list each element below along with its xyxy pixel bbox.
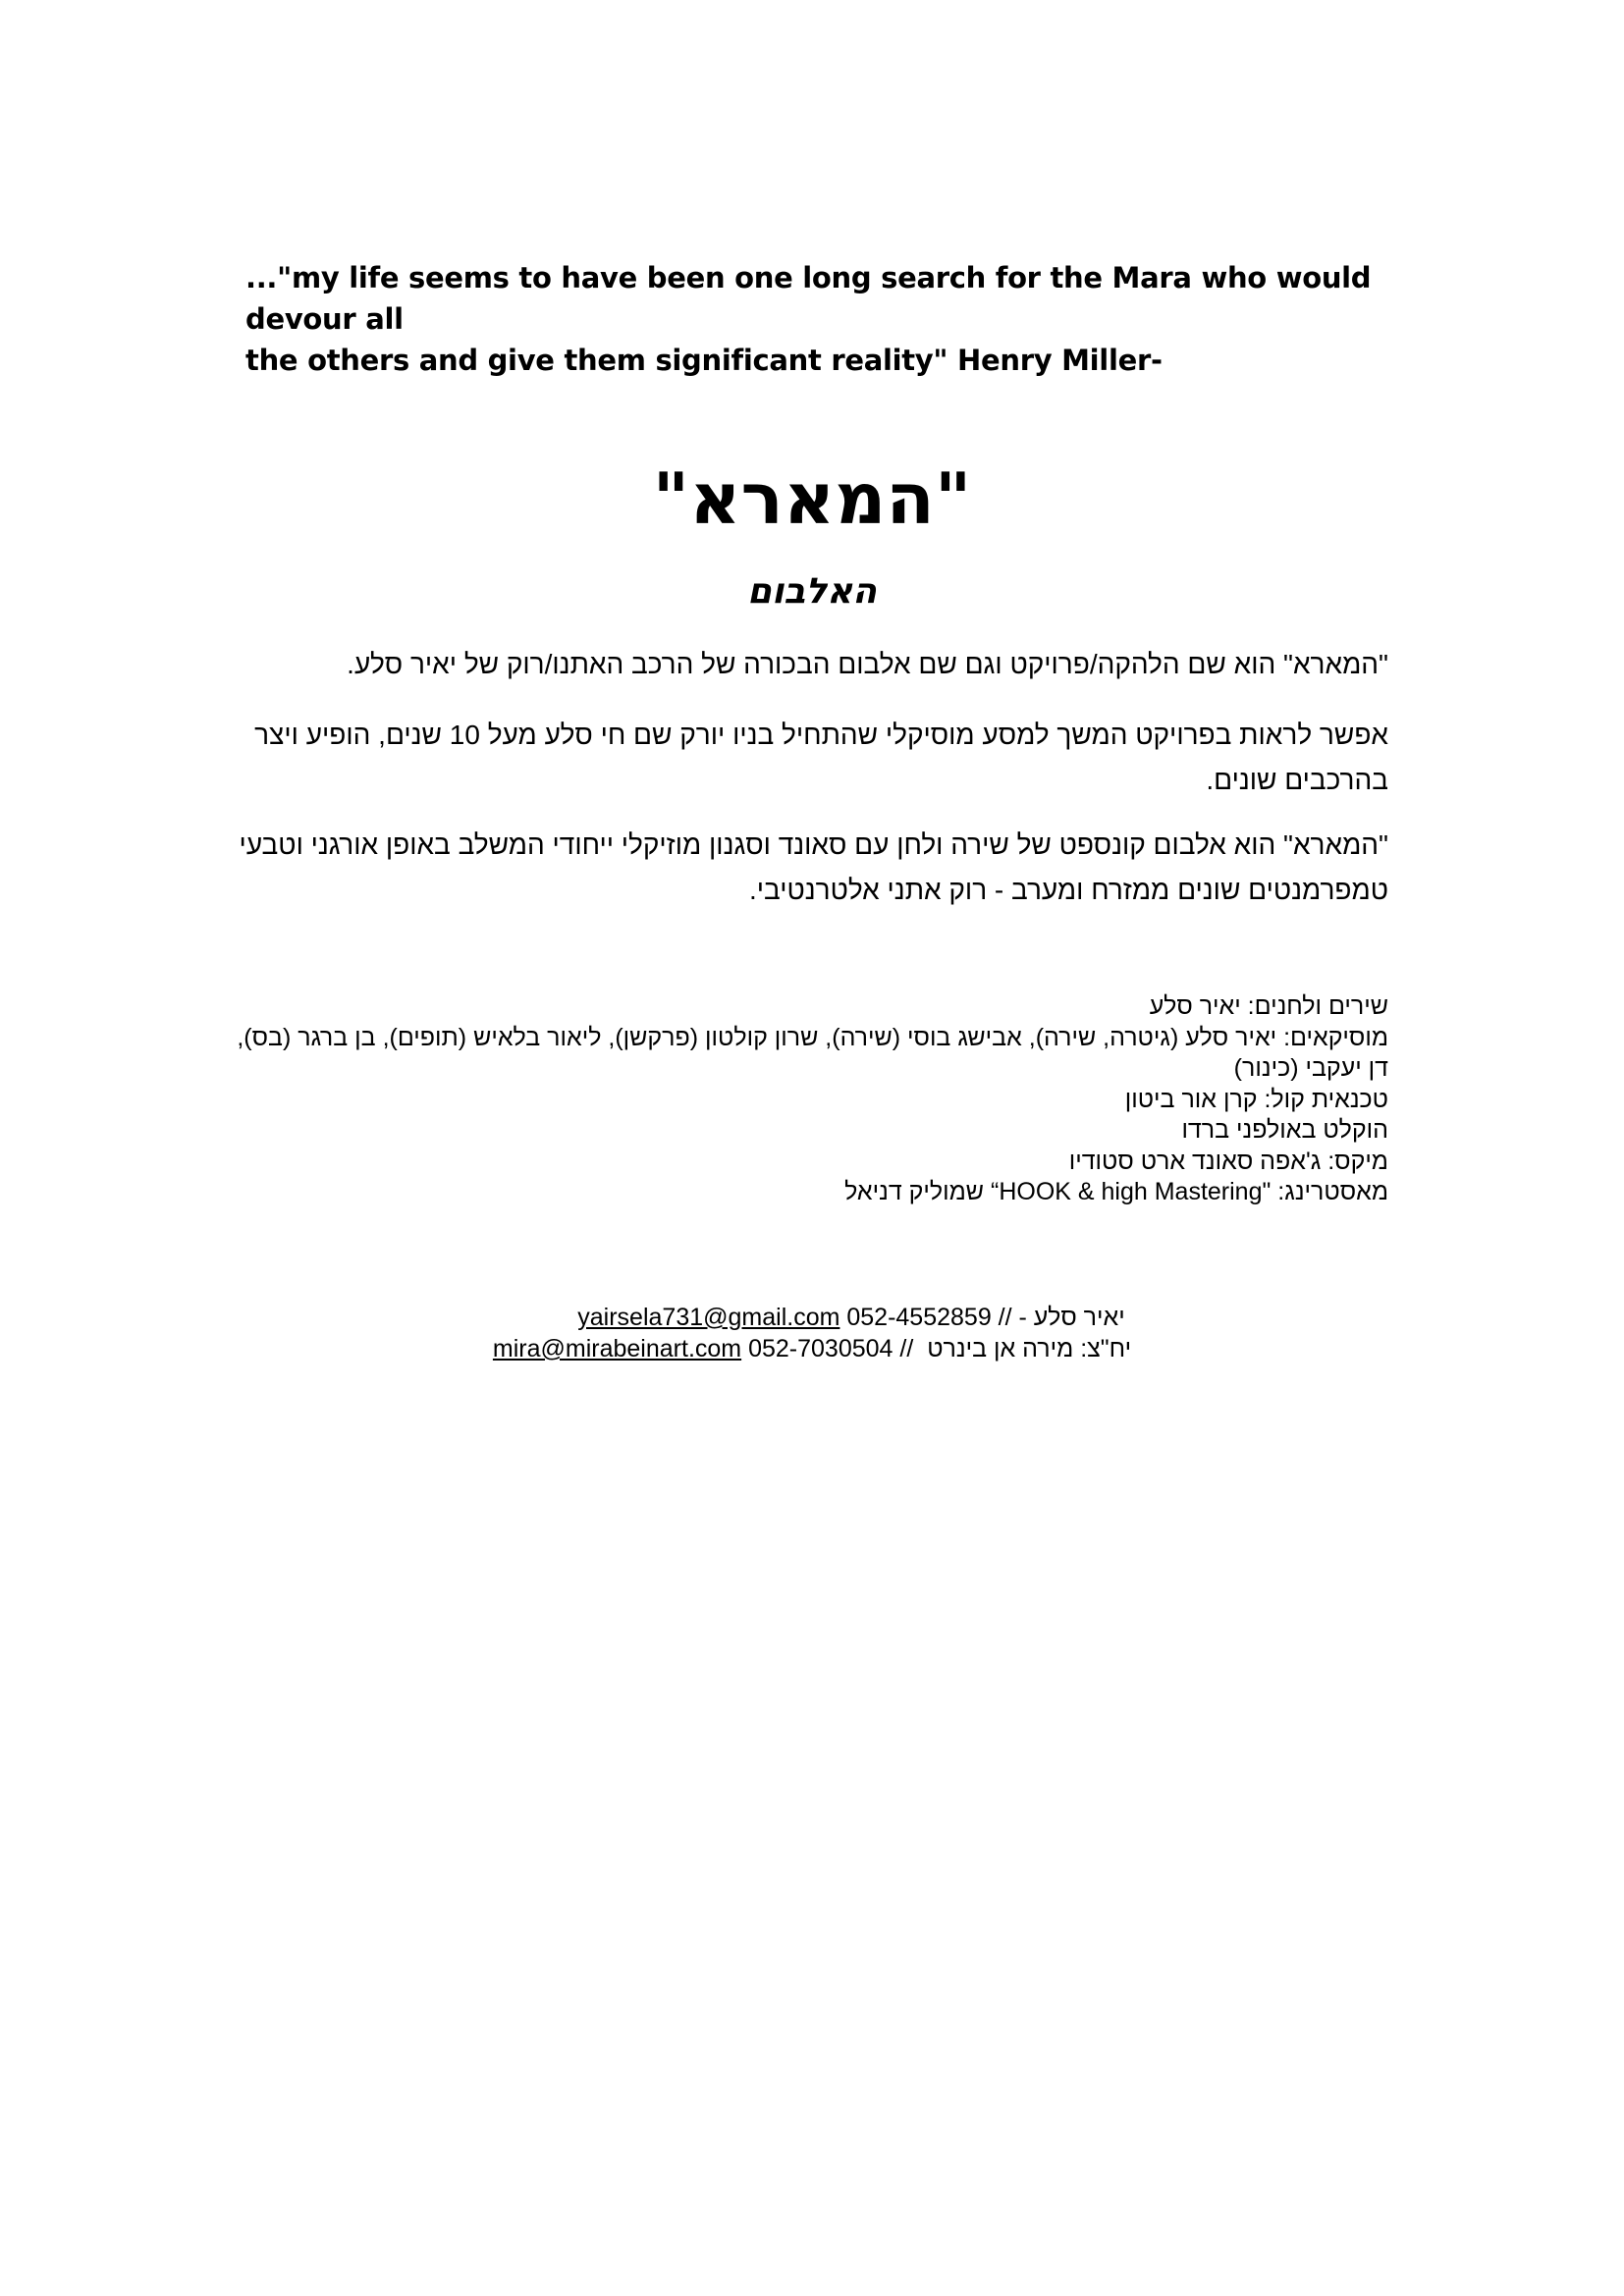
mastering-suffix: “ שמוליק דניאל bbox=[844, 1178, 1000, 1205]
credits-block bbox=[230, 991, 1388, 1208]
contact-pr-email-link[interactable]: mira@mirabeinart.com bbox=[492, 1335, 742, 1362]
credit-musicians: מוסיקאים: יאיר סלע (גיטרה, שירה), אבישג בוסי (שירה), שרון קולטון (פרקשן), ליאור בלאיש (תופים), בן ברגר (בס), דן יעקבי (כינור) bbox=[237, 1023, 1388, 1082]
epigraph-quote bbox=[245, 257, 1404, 381]
contact-yair-email-link[interactable]: yairsela731@gmail.com bbox=[577, 1304, 840, 1331]
credit-mix: מיקס: ג'אפה סאונד ארט סטודיו bbox=[1068, 1147, 1388, 1175]
credit-songs: שירים ולחנים: יאיר סלע bbox=[1149, 992, 1388, 1020]
mastering-studio: HOOK & high Mastering bbox=[999, 1178, 1263, 1205]
paragraph-journey: אפשר לראות בפרויקט המשך למסע מוסיקלי שהתחיל בניו יורק שם חי סלע מעל 10 שנים, הופיע ויצר בהרכבים שונים. bbox=[254, 720, 1388, 795]
credit-mastering bbox=[230, 1177, 1388, 1208]
contact-yair-phone: 052-4552859 // bbox=[839, 1304, 1012, 1331]
contact-yair-name: יאיר סלע - bbox=[1011, 1304, 1125, 1331]
contact-pr-phone: 052-7030504 // bbox=[741, 1335, 914, 1362]
epigraph-line-2: the others and give them significant reality" Henry Miller- bbox=[245, 344, 1163, 377]
credit-recorded: הוקלט באולפני ברדו bbox=[1181, 1116, 1388, 1144]
contact-line-pr bbox=[0, 1333, 1624, 1364]
paragraph-concept: "המארא" הוא אלבום קונספט של שירה ולחן עם סאונד וסגנון מוזיקלי ייחודי המשלב באופן אורגני וטבעי טמפרמנטים שונים ממזרח ומערב - רוק אתני אלטרנטיבי. bbox=[239, 829, 1388, 905]
contacts-block bbox=[0, 1302, 1624, 1364]
page-title: "המארא" bbox=[652, 457, 972, 540]
contact-pr-name: יח"צ: מירה אן בינרט bbox=[927, 1335, 1132, 1362]
credit-sound-tech: טכנאית קול: קרן אור ביטון bbox=[1124, 1085, 1388, 1113]
contact-line-yair bbox=[39, 1302, 1624, 1333]
epigraph-line-1: ..."my life seems to have been one long search for the Mara who would devour all bbox=[245, 261, 1372, 336]
paragraph-intro: "המארא" הוא שם הלהקה/פרויקט וגם שם אלבום הבכורה של הרכב האתנו/רוק של יאיר סלע. bbox=[347, 649, 1388, 679]
page-subtitle: האלבום bbox=[746, 571, 878, 612]
mastering-prefix: מאסטרינג: " bbox=[1262, 1178, 1388, 1205]
